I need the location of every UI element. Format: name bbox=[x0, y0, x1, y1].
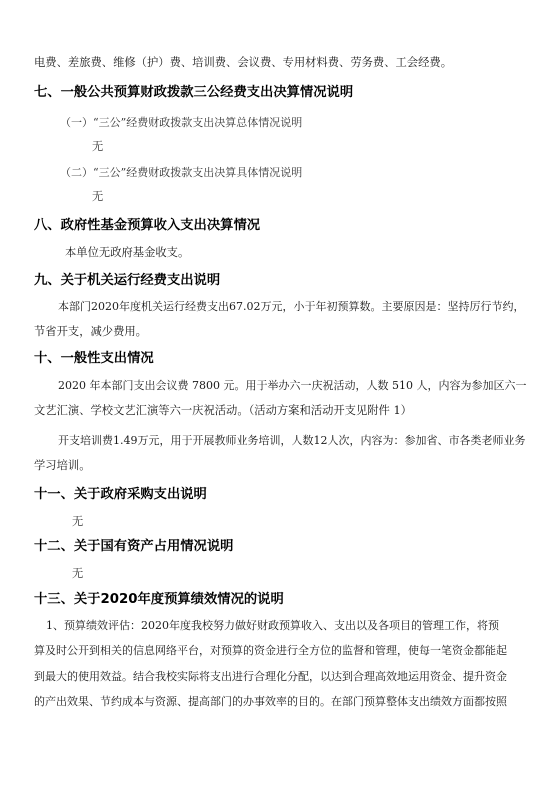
paragraph-line: 电费、差旅费、维修（护）费、培训费、会议费、专用材料费、劳务费、工会经费。 bbox=[34, 56, 452, 69]
subsection-heading: （一）“三公”经费财政拨款支出决算总体情况说明 bbox=[60, 116, 303, 129]
section-heading-11: 十一、关于政府采购支出说明 bbox=[34, 487, 207, 502]
paragraph-line: 的产出效果、节约成本与资源、提高部门的办事效率的目的。在部门预算整体支出绩效方面都按照 bbox=[34, 695, 507, 708]
paragraph-line: 算及时公开到相关的信息网络平台，对预算的资金进行全方位的监督和管理，使每一笔资金都能起 bbox=[34, 644, 507, 657]
paragraph-line: 本单位无政府基金收支。 bbox=[65, 246, 190, 259]
paragraph-line: 到最大的使用效益。结合我校实际将支出进行合理化分配，以达到合理高效地运用资金、提升资金 bbox=[34, 670, 507, 683]
paragraph-line: 节省开支，减少费用。 bbox=[34, 325, 147, 338]
none-text: 无 bbox=[92, 140, 104, 153]
section-heading-9: 九、关于机关运行经费支出说明 bbox=[34, 273, 221, 288]
section-heading-12: 十二、关于国有资产占用情况说明 bbox=[34, 539, 234, 554]
subsection-heading: （二）“三公”经费财政拨款支出决算具体情况说明 bbox=[60, 166, 303, 179]
paragraph-line: 2020 年本部门支出会议费 7800 元。用于举办六一庆祝活动，人数 510 人，内容为参加区六一 bbox=[58, 379, 527, 392]
paragraph-line: 1、预算绩效评估：2020年度我校努力做好财政预算收入、支出以及各项目的管理工作，将预 bbox=[46, 619, 499, 632]
paragraph-line: 学习培训。 bbox=[34, 459, 91, 472]
section-heading-7: 七、一般公共预算财政拨款三公经费支出决算情况说明 bbox=[34, 85, 354, 100]
paragraph-line: 本部门2020年度机关运行经费支出67.02万元，小于年初预算数。主要原因是：坚持厉行节约， bbox=[58, 300, 525, 313]
none-text: 无 bbox=[72, 515, 84, 528]
paragraph-line: 文艺汇演、学校文艺汇演等六一庆祝活动。（活动方案和活动开支见附件 1） bbox=[34, 404, 412, 417]
none-text: 无 bbox=[92, 190, 104, 203]
section-heading-8: 八、政府性基金预算收入支出决算情况 bbox=[34, 218, 261, 233]
section-heading-13: 十三、关于2020年度预算绩效情况的说明 bbox=[34, 592, 284, 607]
section-heading-10: 十、一般性支出情况 bbox=[34, 351, 154, 366]
paragraph-line: 开支培训费1.49万元，用于开展教师业务培训，人数12人次，内容为：参加省、市各类老师业务 bbox=[58, 434, 526, 447]
none-text: 无 bbox=[72, 567, 84, 580]
